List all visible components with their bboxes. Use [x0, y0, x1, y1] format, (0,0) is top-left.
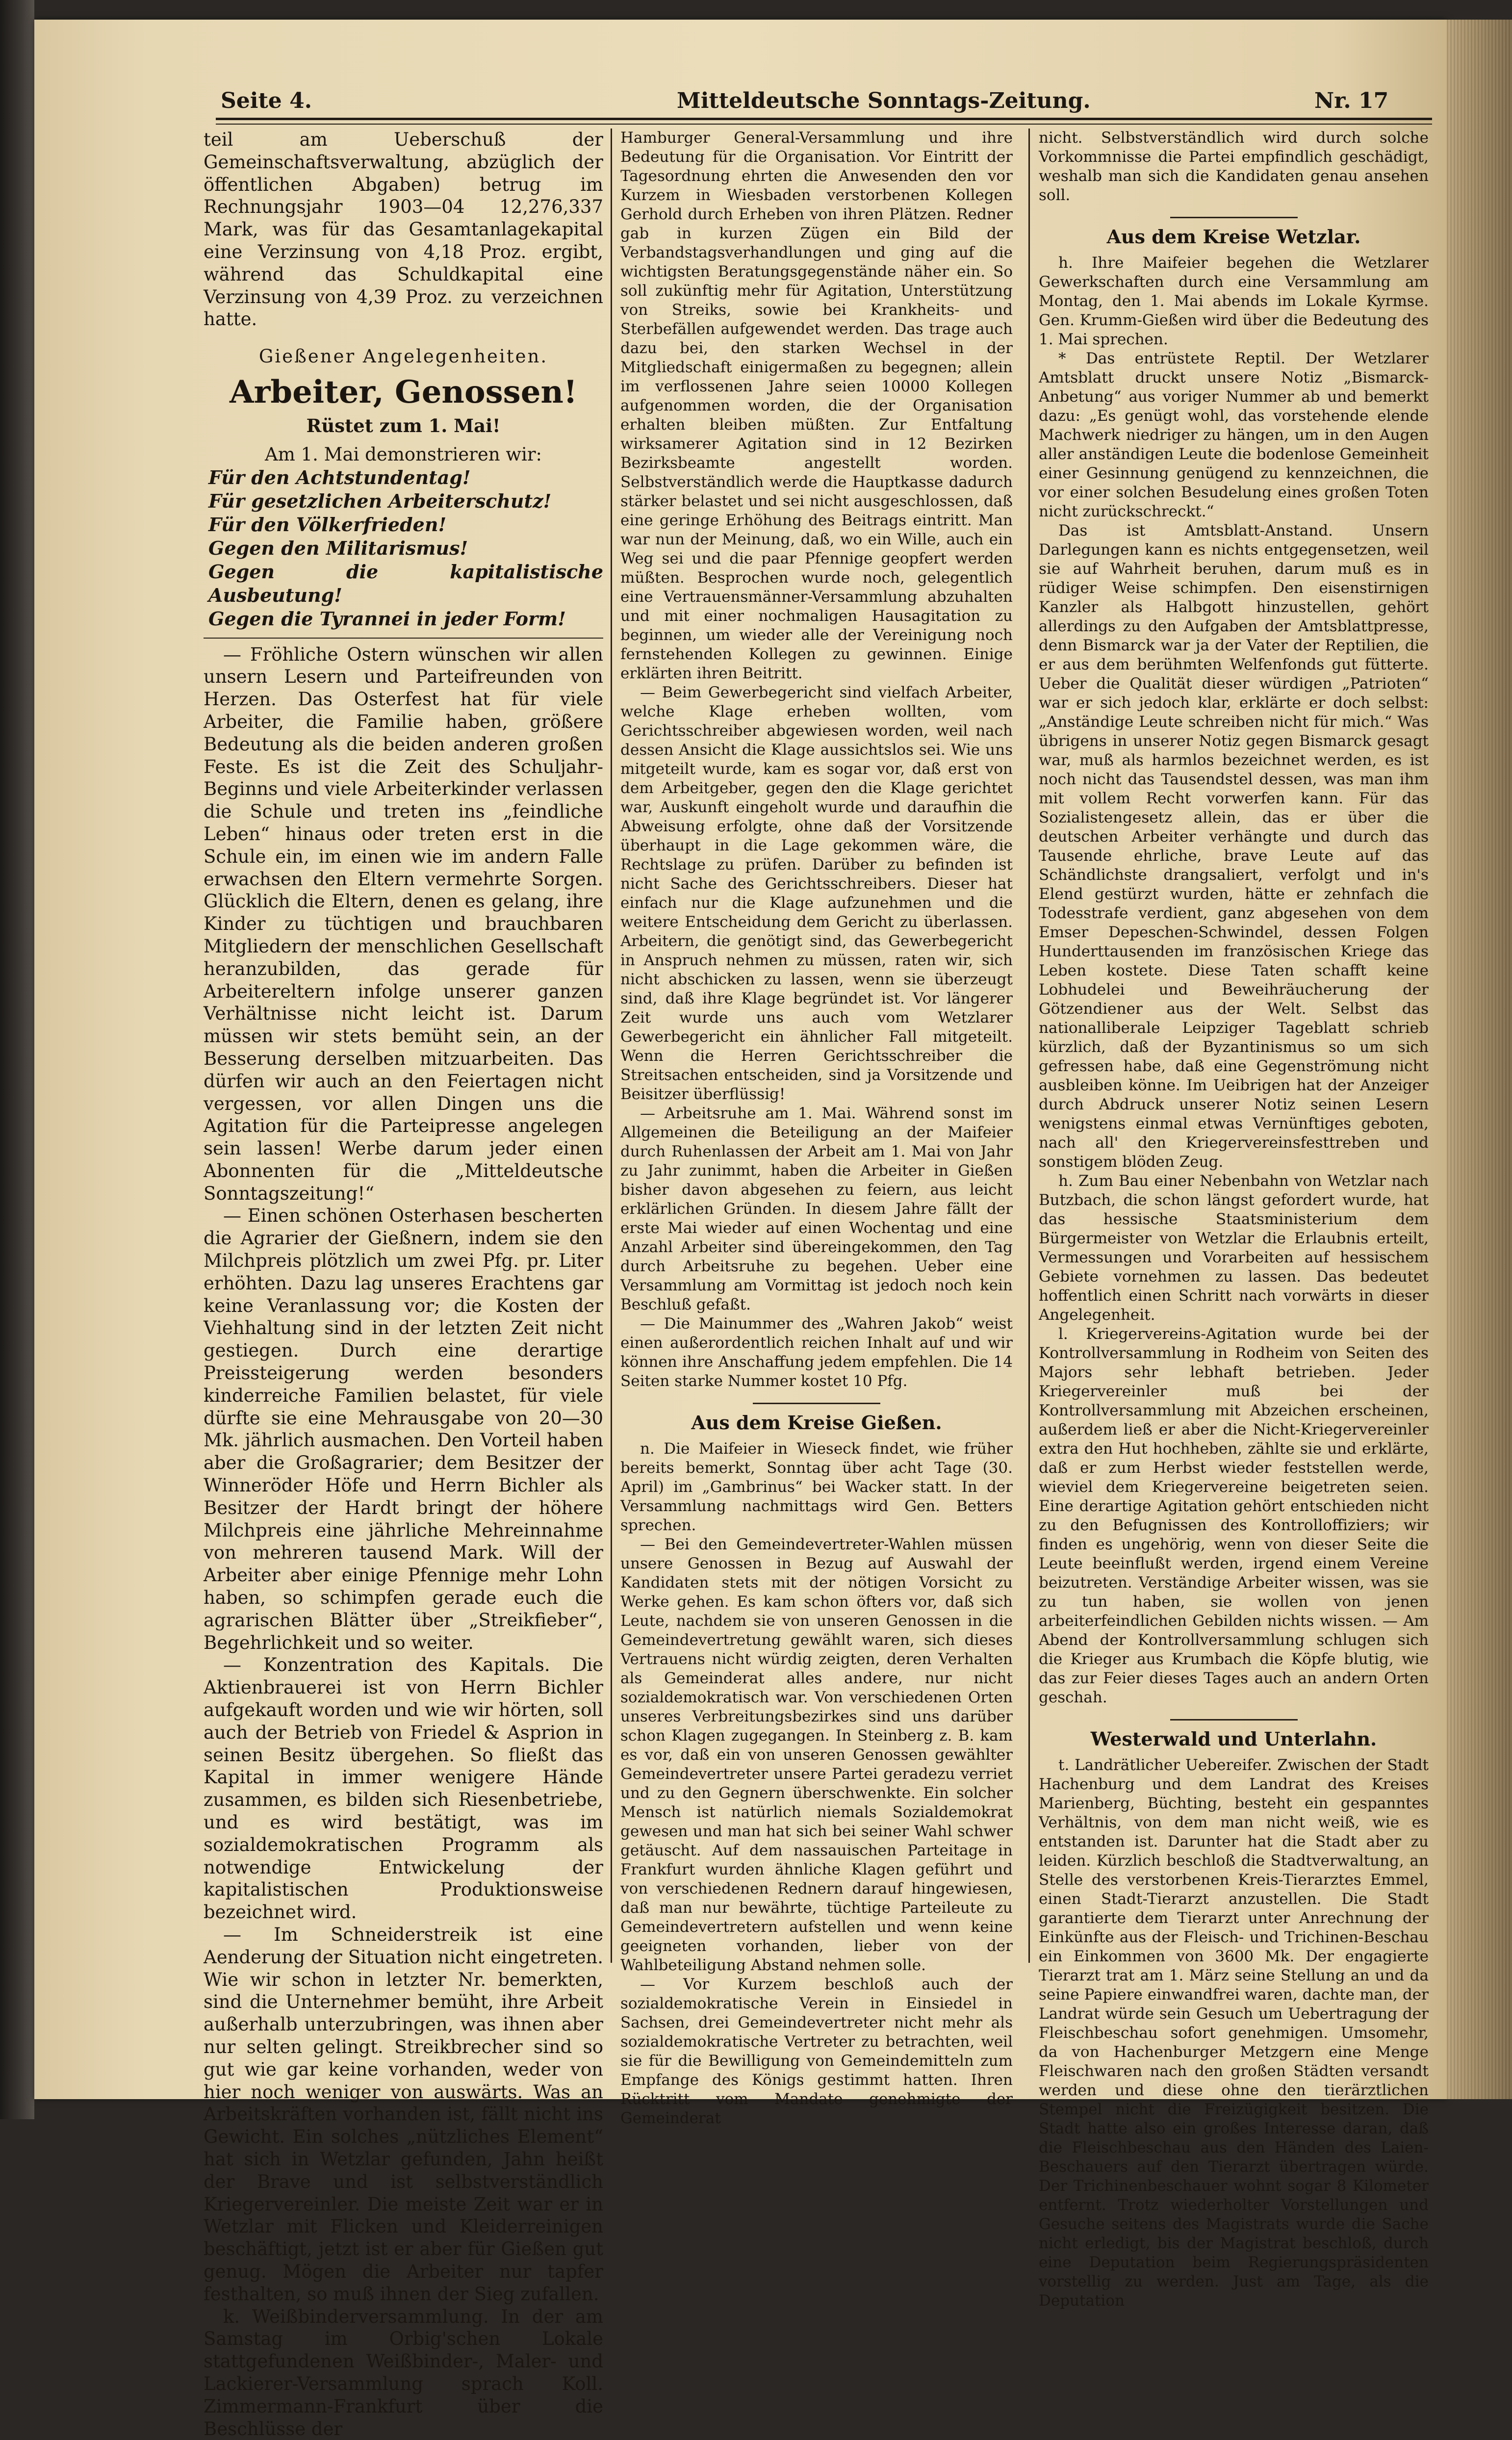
article-milk-price: — Einen schönen Osterhasen bescherten die Agrarier der Gießnern, indem sie den Milchpreis plötzlich um zwei Pfg. pr. Liter erhöhten. Dazu lag unseres Erachtens gar keine Veranlassung vor; die Kosten der Viehhaltung sind in der letzten Zeit nicht gestiegen. Durch eine derartige Preissteigerung werden besonders kinderreiche Familien belastet, für viele dürfte sie eine Mehrausgabe von 20—30 Mk. jährlich ausmachen. Den Vorteil haben aber die Großagrarier; dem Besitzer der Winneröder Höfe und Herrn Bichler als Besitzer der Hardt bringt der höhere Milchpreis eine jährliche Mehreinnahme von mehreren tausend Mark. Will der Arbeiter aber einige Pfennige mehr Lohn haben, so schimpfen gerade euch die agrarischen Blätter über „Streikfieber“, Begehrlichkeit und so weiter. — [204, 1205, 603, 1653]
article-continuation: nicht. Selbstverständlich wird durch solche Vorkommnisse die Partei empfindlich geschädigt, weshalb man sich die Kandidaten genau ansehen soll. — [1039, 129, 1429, 204]
column-rule-2 — [1028, 128, 1030, 1963]
divider — [1170, 217, 1298, 218]
page-header — [186, 74, 1461, 113]
section-heading: Gießener Angelegenheiten. — [258, 346, 548, 367]
article-tailor-strike: — Im Schneiderstreik ist eine Aenderung der Situation nicht eingetreten. Wie wir schon in letzter Nr. bemerkten, sind die Unternehmer bemüht, ihre Arbeit außerhalb unterzubringen, was ihnen aber nur selten gelingt. Streikbrecher sind so gut wie gar keine vorhanden, weder von hier noch weniger von auswärts. Was an Arbeitskräften vorhanden ist, fällt nicht ins Gewicht. Ein solches „nützliches Element“ hat sich in Wetzlar gefunden, Jahn heißt der Brave und ist selbstverständlich Kriegervereinler. Die meiste Zeit war er in Wetzlar mit Flicken und Kleiderreinigen beschäftigt, jetzt ist er aber für Gießen gut genug. Mögen die Arbeiter nur tapfer festhalten, so muß ihnen der Sieg zufallen. — [204, 1924, 603, 2305]
header-rule-thin — [216, 124, 1432, 125]
demand-item: Gegen den Militarismus! — [208, 537, 468, 559]
header-rule — [216, 118, 1432, 120]
article-elections: — Bei den Gemeindevertreter-Wahlen müssen unsere Genossen in Bezug auf Auswahl der Kandidaten stets mit der nötigen Vorsicht zu Werke gehen. Es kam schon öfters vor, daß sich Leute, nachdem sie von unseren Genossen in die Gemeindevertretung gewählt waren, sich dieses Vertrauens nicht würdig zeigten, deren Verhalten als Gemeinderat alles andere, nur nicht sozialdemokratisch war. Von verschiedenen Orten unseres Verbreitungsbezirkes sind uns darüber schon Klagen zugegangen. In Steinberg z. B. kam es vor, daß ein von unseren Genossen gewählter Gemeindevertreter unsere Partei geradezu verriet und zu den Gegnern überschwenkte. Ein solcher Mensch ist natürlich niemals Sozialdemokrat gewesen und man hat sich bei seiner Wahl schwer getäuscht. Auf dem nassauischen Parteitage in Frankfurt wurden ähnliche Klagen geführt und von verschiedenen Rednern darauf hingewiesen, daß man nur bewährte, tüchtige Parteileute zu Gemeindevertretern aufstellen und wenn keine geeigneten vorhanden, lieber von der Wahlbeteiligung Abstand nehmen solle. — [620, 1536, 1013, 1974]
column-1 — [204, 128, 603, 2440]
page-stack-edge — [1447, 20, 1512, 2099]
lead-line: Am 1. Mai demonstrieren wir: — [264, 443, 542, 465]
article-wetzlar-mayday: h. Ihre Maifeier begehen die Wetzlarer Gewerkschaften durch eine Versammlung am Montag, den 1. Mai abends im Lokale Kyrmse. Gen. Krumm-Gießen wird über die Bedeutung des 1. Mai sprechen. — [1039, 254, 1429, 348]
demand-item: Für gesetzlichen Arbeiterschutz! — [208, 489, 552, 512]
article-veterans-agitation: l. Kriegervereins-Agitation wurde bei der Kontrollversammlung in Rodheim von Seiten des Majors sehr lebhaft betrieben. Jeder Kriegervereinler muß bei der Kontrollversammlung mit Abzeichen erscheinen, außerdem ließ er aber die Nicht-Kriegervereinler extra den Hut hochheben, zählte sie und erklärte, daß er zum Herbst wieder feststellen werde, wieviel dem Kriegervereine beigetreten seien. Eine derartige Agitation gehört entschieden nicht zu den Befugnissen des Kontrolloffiziers; wir finden es ungehörig, wenn von dieser Seite die Leute beeinflußt werden, irgend einem Vereine beizutreten. Verständige Arbeiter wissen, was sie zu tun haben, sie wollen von jenen arbeiterfeindlichen Gebilden nichts wissen. — Am Abend der Kontrollversammlung schlugen sich die Krieger aus Krumbach die Köpfe blutig, wie das zur Feier dieses Tages auch an andern Orten geschah. — [1039, 1325, 1429, 1706]
demands-list — [204, 466, 603, 631]
demand-item: Für den Völkerfrieden! — [208, 513, 447, 536]
article-capital: — Konzentration des Kapitals. Die Aktienbrauerei ist von Herrn Bichler aufgekauft worden und wie wir hörten, soll auch der Betrieb von Friedel & Asprion in seinen Besitz übergehen. So fließt das Kapital in immer wenigere Hände zusammen, es bilden sich Riesenbetriebe, und es wird bestätigt, was im sozialdemokratischen Programm als notwendige Entwickelung der kapitalistischen Produktionsweise bezeichnet wird. — [204, 1654, 603, 1923]
article-hachenburg: t. Landrätlicher Uebereifer. Zwischen der Stadt Hachenburg und dem Landrat des Kreises Marienberg, Büchting, besteht ein gespanntes Verhältnis, von dem man nicht weiß, wie es entstanden ist. Darunter hat die Stadt aber zu leiden. Kürzlich beschloß die Stadtverwaltung, an Stelle des verstorbenen Kreis-Tierarztes Emmel, einen Stadt-Tierarzt anzustellen. Die Stadt garantierte dem Tierarzt unter Anrechnung der Einkünfte aus der Fleisch- und Trichinen-Beschau ein Einkommen von 3600 Mk. Der engagierte Tierarzt trat am 1. März seine Stellung an und da seine Papiere einwandfrei waren, dachte man, der Landrat würde sein Gesuch um Uebertragung der Fleischbeschau sofort genehmigen. Umsomehr, da von Hachenburger Metzgern eine Menge Fleischwaren nach den großen Städten versandt werden und diese ohne den tierärztlichen Stempel nicht die Freizügigkeit besitzen. Die Stadt hatte also ein großes Interesse daran, daß die Fleischbeschau aus den Händen des Laien-Beschauers auf den Tierarzt übertragen würde. Der Trichinenbeschauer wohnt sogar 8 Kilometer entfernt. Trotz wiederholter Vorstellungen und Gesuche seitens des Magistrats wurde die Sache nicht erledigt, bis der Magistrat beschloß, durch eine Deputation beim Regierungspräsidenten vorstellig zu werden. Just am Tage, als die Deputation — [1039, 1756, 1429, 2310]
article-continuation: Hamburger General-Versammlung und ihre Bedeutung für die Organisation. Vor Eintritt der Tagesordnung ehrten die Anwesenden den vor Kurzem in Wiesbaden verstorbenen Kollegen Gerhold durch Erheben von ihren Plätzen. Redner gab in kurzen Zügen ein Bild der Verbandstagsverhandlungen und ging auf die wichtigsten Beratungsgegenstände näher ein. So soll zukünftig mehr für Agitation, Unterstützung von Streiks, sowie bei Krankheits- und Sterbefällen aufgewendet werden. Das trage auch dazu bei, den starken Wechsel in der Mitgliedschaft einigermaßen zu begegnen; allein im verflossenen Jahre seien 10000 Kollegen aufgenommen worden, die der Organisation erhalten bleiben müßten. Zur Entfaltung wirksamerer Agitation sind in 12 Bezirken Bezirksbeamte angestellt worden. Selbstverständlich werde die Hauptkasse dadurch stärker belastet und sei nicht ausgeschlossen, daß eine geringe Erhöhung des Beitrags eintritt. Man war nun der Meinung, daß, wo ein Wille, auch ein Weg sei und die paar Pfennige geopfert werden müßten. Besprochen wurde noch, gelegentlich eine Vertrauensmänner-Versammlung abzuhalten und mit einer nochmaligen Hausagitation zu beginnen, um wieder alle der Vereinigung noch fernstehenden Kollegen zu gewinnen. Einige erklärten ihren Beitritt. — [620, 129, 1013, 682]
section-heading: Westerwald und Unterlahn. — [1090, 1728, 1377, 1750]
divider — [753, 1403, 880, 1404]
article-trade-court: — Beim Gewerbegericht sind vielfach Arbeiter, welche Klage erheben wollten, vom Gerichtsschreiber abgewiesen worden, weil nach dessen Ansicht die Klage aussichtslos sei. Wie uns mitgeteilt wurde, kam es sogar vor, daß erst von dem Arbeitgeber, gegen den die Klage gerichtet war, Auskunft eingeholt wurde und daraufhin die Abweisung erfolgte, ohne daß der Vorsitzende überhaupt in die Lage gekommen wäre, die Rechtslage zu prüfen. Darüber zu befinden ist nicht Sache des Gerichtsschreibers. Dieser hat einfach nur die Klage aufzunehmen und die weitere Entscheidung dem Gericht zu überlassen. Arbeitern, die genötigt sind, das Gewerbegericht in Anspruch nehmen zu müssen, raten wir, sich nicht abschicken zu lassen, wenn sie überzeugt sind, daß ihre Klage begründet ist. Vor längerer Zeit wurde uns auch vom Wetzlarer Gewerbegericht ein ähnlicher Fall mitgeteilt. Wenn die Herren Gerichtsschreiber die Streitsachen entscheiden, sind ja Vorsitzende und Beisitzer überflüssig! — [620, 684, 1013, 1103]
page-number: Seite 4. — [221, 88, 312, 113]
article-wahrer-jakob: — Die Mainummer des „Wahren Jakob“ weist einen außerordentlich reichen Inhalt auf und wir können ihre Anschaffung jedem empfehlen. Die 14 Seiten starke Nummer kostet 10 Pfg. — [620, 1315, 1013, 1390]
article-wieseck: n. Die Maifeier in Wieseck findet, wie früher bereits bemerkt, Sonntag über acht Tage (30. April) im „Gambrinus“ bei Wacker statt. In der Versammlung nachmittags wird Gen. Betters sprechen. — [620, 1440, 1013, 1534]
headline: Arbeiter, Genossen! — [229, 373, 578, 411]
column-rule-1 — [611, 128, 612, 1963]
divider — [1170, 1719, 1298, 1721]
demand-item: Für den Achtstundentag! — [208, 466, 471, 488]
kicker: Rüstet zum 1. Mai! — [306, 414, 501, 437]
column-2 — [620, 128, 1013, 2127]
section-heading: Aus dem Kreise Wetzlar. — [1106, 226, 1361, 248]
section-heading: Aus dem Kreise Gießen. — [691, 1412, 942, 1434]
article-railway: h. Zum Bau einer Nebenbahn von Wetzlar nach Butzbach, die schon längst gefordert wurde, hat das hessische Staatsministerium dem Bürgermeister von Wetzlar die Erlaubnis erteilt, Vermessungen und Vorarbeiten auf hessischem Gebiete vornehmen zu lassen. Das bedeutet hoffentlich einen Schritt nach vorwärts in dieser Angelegenheit. — [1039, 1172, 1429, 1324]
article-amtsblatt: Das ist Amtsblatt-Anstand. Unsern Darlegungen kann es nichts entgegensetzen, weil sie auf Wahrheit beruhen, darum muß es in rüdiger Weise schimpfen. Den eisenstirnigen Kanzler als Halbgott hinzustellen, gehört allerdings zu den Aufgaben der Amtsblattpresse, denn Bismarck war ja der Vater der Reptilien, die er aus dem berühmten Welfenfonds gut fütterte. Ueber die Qualität dieser würdigen „Patrioten“ war er sich jedoch klar, erklärte er doch selbst: „Anständige Leute schreiben nicht für mich.“ Was übrigens in unserer Notiz gegen Bismarck gesagt war, muß als harmlos bezeichnet werden, es ist noch nicht das Tausendstel dessen, was man ihm mit vollem Recht vorwerfen kann. Für das Sozialistengesetz allein, das er über die deutschen Arbeiter verhängte und durch das Tausende ehrliche, brave Leute auf das Schändlichste drangsaliert, verfolgt und in's Elend gestürzt wurden, hätte er zehnfach die Todesstrafe verdient, ganz abgesehen von dem Emser Depeschen-Schwindel, dessen Folgen Hunderttausenden im französischen Kriege das Leben kostete. Diese Taten schafft keine Lobhudelei und Beweihräucherung der Götzendiener aus der Welt. Selbst das nationalliberale Leipziger Tageblatt schrieb kürzlich, daß der Byzantinismus so um sich gefressen habe, daß eine Gegenströmung nicht ausbleiben könne. Im Ueibrigen hat der Anzeiger durch Abdruck unserer Notiz seinen Lesern wenigstens einmal etwas Vernünftiges geboten, nach all' den Kriegervereinsfesttreben und sonstigem blöden Zeug. — [1039, 522, 1429, 1171]
article-reptile: * Das entrüstete Reptil. Der Wetzlarer Amtsblatt druckt unsere Notiz „Bismarck-Anbetung“ aus voriger Nummer ab und bemerkt dazu: „Es genügt wohl, das vorstehende elende Machwerk niedriger zu hängen, um in den Augen aller anständigen Leute die bodenlose Gemeinheit einer Gesinnung genügend zu kennzeichnen, die vor einer solchen Besudelung eines großen Toten nicht zurückschreckt.“ — [1039, 350, 1429, 520]
article-may-day-rest: — Arbeitsruhe am 1. Mai. Während sonst im Allgemeinen die Beteiligung an der Maifeier durch Ruhenlassen der Arbeit am 1. Mai von Jahr zu Jahr zunimmt, haben die Arbeiter in Gießen bisher davon abgesehen zu feiern, aus leicht erklärlichen Gründen. In diesem Jahre fällt der erste Mai wieder auf einen Wochentag und eine Anzahl Arbeiter sind übereingekommen, den Tag durch Arbeitsruhe zu begehen. Ueber eine Versammlung am Vormittag ist jedoch noch kein Beschluß gefaßt. — [620, 1104, 1013, 1313]
article-painters-meeting: k. Weißbinderversammlung. In der am Samstag im Orbig'schen Lokale stattgefundenen Weißbinder-, Maler- und Lackierer-Versammlung sprach Koll. Zimmermann-Frankfurt über die Beschlüsse der — [204, 2306, 603, 2440]
newspaper-title: Mitteldeutsche Sonntags-Zeitung. — [677, 88, 1091, 113]
divider — [204, 638, 603, 639]
article-continuation: teil am Ueberschuß der Gemeinschaftsverwaltung, abzüglich der öffentlichen Abgaben) betrug im Rechnungsjahr 1903—04 12,276,337 Mark, was für das Gesamtanlagekapital eine Verzinsung von 4,18 Proz. ergibt, während das Schuldkapital eine Verzinsung von 4,39 Proz. zu verzeichnen hatte. — [204, 129, 603, 330]
article-einsiedel: — Vor Kurzem beschloß auch der sozialdemokratische Verein in Einsiedel in Sachsen, drei Gemeindevertreter nicht mehr als sozialdemokratische Vertreter zu betrachten, weil sie für die Bewilligung von Gemeindemitteln zum Empfange des Königs gestimmt hatten. Ihren Rücktritt vom Mandate genehmigte der Gemeinderat — [620, 1976, 1013, 2127]
issue-number: Nr. 17 — [1314, 88, 1389, 113]
column-3 — [1039, 128, 1429, 2310]
article-easter: — Fröhliche Ostern wünschen wir allen unsern Lesern und Parteifreunden von Herzen. Das Osterfest hat für viele Arbeiter, die Familie haben, größere Bedeutung als die beiden anderen großen Feste. Es ist die Zeit des Schuljahr-Beginns und viele Arbeiterkinder verlassen die Schule und treten ins „feindliche Leben“ hinaus oder treten erst in die Schule ein, im einen wie im andern Falle erwachsen den Eltern vermehrte Sorgen. Glücklich die Eltern, denen es gelang, ihre Kinder zu tüchtigen und brauchbaren Mitgliedern der menschlichen Gesellschaft heranzubilden, das gerade für Arbeitereltern infolge unserer ganzen Verhältnisse nicht leicht ist. Darum müssen wir stets bemüht sein, an der Besserung derselben mitzuarbeiten. Das dürfen wir auch an den Feiertagen nicht vergessen, vor allen Dingen uns die Agitation für die Parteipresse angelegen sein lassen! Werbe darum jeder einen Abonnenten für die „Mitteldeutsche Sonntagszeitung!“ — [204, 643, 603, 1204]
demand-item: Gegen die kapitalistische Ausbeutung! — [208, 560, 603, 606]
demand-item: Gegen die Tyrannei in jeder Form! — [208, 607, 566, 630]
book-binding — [0, 0, 34, 2119]
